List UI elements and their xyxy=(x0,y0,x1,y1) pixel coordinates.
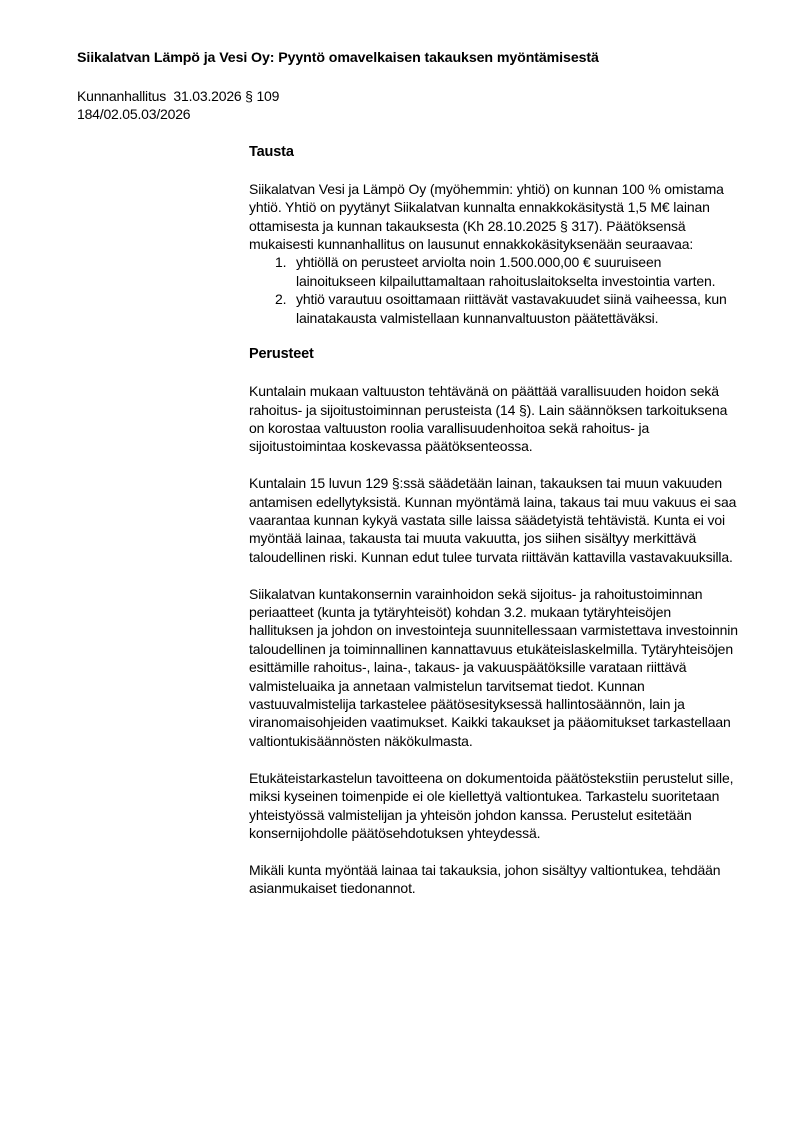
list-item xyxy=(249,290,739,327)
document-title: Siikalatvan Lämpö ja Vesi Oy: Pyyntö omavelkaisen takauksen myöntämisestä xyxy=(77,50,599,66)
perusteet-paragraph: Kuntalain 15 luvun 129 §:ssä säädetään lainan, takauksen tai muun vakuuden antamisen edellytyksistä. Kunnan myöntämä laina, takaus tai muu vakuus ei saa vaarantaa kunnan kykyä vastata sille laissa säädetyistä tehtävistä. Kunta ei voi myöntää lainaa, takausta tai muuta vakuutta, jos siihen sisältyy merkittävä taloudellinen riski. Kunnan edut tulee turvata riittävän kattavilla vastavakuuksilla. xyxy=(249,475,737,565)
tausta-list xyxy=(249,253,739,327)
list-item-number: 1. xyxy=(275,254,287,271)
section-heading-tausta: Tausta xyxy=(249,144,294,160)
perusteet-paragraph: Kuntalain mukaan valtuuston tehtävänä on päättää varallisuuden hoidon sekä rahoitus- ja sijoitustoiminnan perusteista (14 §). Lain säännöksen tarkoituksena on korostaa valtuuston roolia varallisuudenhoitoa sekä rahoitus- ja sijoitustoimintaa koskevassa päätöksenteossa. xyxy=(249,383,728,455)
list-item-number: 2. xyxy=(275,291,287,308)
list-item-text: yhtiöllä on perusteet arviolta noin 1.500.000,00 € suuruiseen lainoitukseen kilpailuttamaltaan rahoituslaitokselta investointia varten. xyxy=(296,254,716,289)
meeting-reference: Kunnanhallitus 31.03.2026 § 109 xyxy=(77,88,280,104)
case-number: 184/02.05.03/2026 xyxy=(77,106,191,122)
list-item xyxy=(249,253,739,290)
tausta-paragraph: Siikalatvan Vesi ja Lämpö Oy (myöhemmin: yhtiö) on kunnan 100 % omistama yhtiö. Yhtiö on pyytänyt Siikalatvan kunnalta ennakkokäsitystä 1,5 M€ lainan ottamisesta ja kunnan takauksesta (Kh 28.10.2025 § 317). Päätöksensä mukaisesti kunnanhallitus on lausunut ennakkokäsityksenään seuraavaa: xyxy=(249,180,724,252)
perusteet-paragraph: Etukäteistarkastelun tavoitteena on dokumentoida päätöstekstiin perustelut sille, miksi kyseinen toimenpide ei ole kiellettyä valtiontukea. Tarkastelu suoritetaan yhteistyössä valmistelijan ja yhteisön johdon kanssa. Perustelut esitetään konsernijohdolle päätösehdotuksen yhteydessä. xyxy=(249,769,734,841)
list-item-text: yhtiö varautuu osoittamaan riittävät vastavakuudet siinä vaiheessa, kun lainatakausta valmistellaan kunnanvaltuuston päätettäväksi. xyxy=(296,291,727,326)
document-meta xyxy=(77,87,279,123)
document-body xyxy=(249,143,739,916)
perusteet-paragraph: Siikalatvan kuntakonsernin varainhoidon sekä sijoitus- ja rahoitustoiminnan periaatteet (kunta ja tytäryhteisöt) kohdan 3.2. mukaan tytäryhteisöjen hallituksen ja johdon on investointeja suunnitellessaan varmistettava investoinnin taloudellinen ja toiminnallinen kannattavuus etukäteislaskelmilla. Tytäryhteisöjen esittämille rahoitus-, laina-, takaus- ja vakuuspäätöksille varataan riittävä valmisteluaika ja annetaan valmistelun tarvitsemat tiedot. Kunnan vastuuvalmistelija tarkastelee päätösesityksessä hallintosäännön, lain ja viranomaisohjeiden vaatimukset. Kaikki takaukset ja pääomitukset tarkastellaan valtiontukisäännösten näkökulmasta. xyxy=(249,585,738,749)
section-heading-perusteet: Perusteet xyxy=(249,346,314,363)
perusteet-paragraph: Mikäli kunta myöntää lainaa tai takauksia, johon sisältyy valtiontukea, tehdään asianmukaiset tiedonannot. xyxy=(249,861,721,897)
